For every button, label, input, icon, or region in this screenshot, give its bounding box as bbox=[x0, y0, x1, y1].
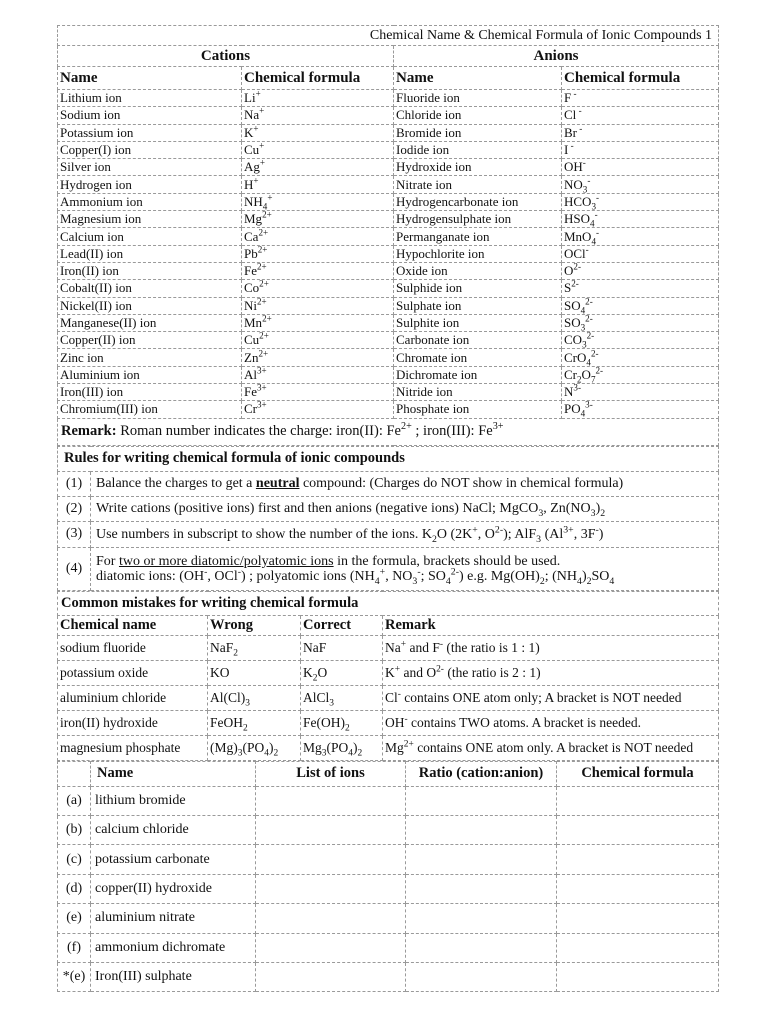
ion-table bbox=[57, 25, 719, 446]
mistake-correct: NaF bbox=[301, 635, 383, 660]
cation-name: Iron(II) ion bbox=[58, 262, 242, 279]
cation-formula: $Cr^{3+}$ bbox=[242, 401, 394, 418]
formula-answer-cell[interactable] bbox=[557, 845, 719, 874]
exercise-header-num bbox=[58, 761, 91, 786]
cation-name: Manganese(II) ion bbox=[58, 314, 242, 331]
anion-name: Hypochlorite ion bbox=[394, 245, 562, 262]
cation-formula-header: Chemical formula bbox=[242, 67, 394, 90]
anion-name: Sulphide ion bbox=[394, 280, 562, 297]
mistake-row bbox=[58, 660, 719, 685]
exercise-name: lithium bromide bbox=[91, 786, 256, 815]
ion-row bbox=[58, 366, 719, 383]
exercise-number: (b) bbox=[58, 816, 91, 845]
rule-number: (1) bbox=[58, 471, 91, 496]
cation-formula: $NH_4^+$ bbox=[242, 193, 394, 210]
ratio-answer-cell[interactable] bbox=[406, 816, 557, 845]
exercise-row bbox=[58, 845, 719, 874]
mistake-name: iron(II) hydroxide bbox=[58, 710, 208, 735]
cations-header: Cations bbox=[58, 46, 394, 67]
anion-formula: CrO$_4^{2-}$ bbox=[562, 349, 719, 366]
ions-answer-cell[interactable] bbox=[256, 962, 406, 991]
mistake-wrong: FeOH$_2$ bbox=[208, 710, 301, 735]
rule-row bbox=[58, 496, 719, 521]
cation-formula: Na+ bbox=[242, 107, 394, 124]
mistake-remark: Cl- contains ONE atom only; A bracket is NOT needed bbox=[383, 685, 719, 710]
exercise-header-formula: Chemical formula bbox=[557, 761, 719, 786]
exercise-number: (f) bbox=[58, 933, 91, 962]
cation-name: Hydrogen ion bbox=[58, 176, 242, 193]
anion-formula: Cl - bbox=[562, 107, 719, 124]
cation-formula: $Zn^{2+}$ bbox=[242, 349, 394, 366]
anion-name: Fluoride ion bbox=[394, 90, 562, 107]
exercise-name: calcium chloride bbox=[91, 816, 256, 845]
rules-table bbox=[57, 446, 719, 591]
anion-formula: $O^{2-}$ bbox=[562, 262, 719, 279]
anion-name: Nitride ion bbox=[394, 384, 562, 401]
mistake-name: potassium oxide bbox=[58, 660, 208, 685]
mistake-name: sodium fluoride bbox=[58, 635, 208, 660]
ion-rows bbox=[58, 90, 719, 419]
ion-row bbox=[58, 349, 719, 366]
cation-formula: $Ca^{2+}$ bbox=[242, 228, 394, 245]
ratio-answer-cell[interactable] bbox=[406, 786, 557, 815]
cation-formula: Li+ bbox=[242, 90, 394, 107]
exercise-name: Iron(III) sulphate bbox=[91, 962, 256, 991]
exercise-rows bbox=[58, 786, 719, 992]
mistakes-header-name: Chemical name bbox=[58, 615, 208, 635]
ratio-answer-cell[interactable] bbox=[406, 874, 557, 903]
cation-formula: $Fe^{3+}$ bbox=[242, 384, 394, 401]
ion-row bbox=[58, 280, 719, 297]
exercise-number: *(e) bbox=[58, 962, 91, 991]
anion-formula: $PO_4^{3-}$ bbox=[562, 401, 719, 418]
formula-answer-cell[interactable] bbox=[557, 816, 719, 845]
mistake-correct: $Fe(OH)_2$ bbox=[301, 710, 383, 735]
exercise-name: potassium carbonate bbox=[91, 845, 256, 874]
cation-name: Ammonium ion bbox=[58, 193, 242, 210]
cation-name: Calcium ion bbox=[58, 228, 242, 245]
exercise-number: (e) bbox=[58, 904, 91, 933]
exercise-row bbox=[58, 816, 719, 845]
page-title: Chemical Name & Chemical Formula of Ionic Compounds 1 bbox=[58, 26, 719, 46]
rule-text: Use numbers in subscript to show the number of the ions. $K_2O$ (2K+, $O^{2-}$); AlF$_3$ ($Al^{3+}$, 3F-) bbox=[91, 521, 719, 547]
ion-row bbox=[58, 262, 719, 279]
cation-name: Chromium(III) ion bbox=[58, 401, 242, 418]
anion-formula: $HSO_4^-$ bbox=[562, 211, 719, 228]
ratio-answer-cell[interactable] bbox=[406, 904, 557, 933]
cation-formula: $Ni^{2+}$ bbox=[242, 297, 394, 314]
exercise-header-name: Name bbox=[91, 761, 256, 786]
cation-formula: H+ bbox=[242, 176, 394, 193]
formula-answer-cell[interactable] bbox=[557, 933, 719, 962]
mistake-row bbox=[58, 710, 719, 735]
cation-name: Lead(II) ion bbox=[58, 245, 242, 262]
cation-name: Sodium ion bbox=[58, 107, 242, 124]
mistake-wrong: $(Mg)_3(PO_4)_2$ bbox=[208, 735, 301, 760]
exercise-number: (c) bbox=[58, 845, 91, 874]
ions-answer-cell[interactable] bbox=[256, 816, 406, 845]
ion-row bbox=[58, 401, 719, 418]
mistake-row bbox=[58, 635, 719, 660]
anion-name: Sulphate ion bbox=[394, 297, 562, 314]
mistake-wrong: KO bbox=[208, 660, 301, 685]
mistake-row bbox=[58, 735, 719, 760]
exercise-name: ammonium dichromate bbox=[91, 933, 256, 962]
exercise-row bbox=[58, 874, 719, 903]
anion-formula-header: Chemical formula bbox=[562, 67, 719, 90]
ion-row bbox=[58, 193, 719, 210]
anion-name: Phosphate ion bbox=[394, 401, 562, 418]
exercise-row bbox=[58, 904, 719, 933]
mistake-remark: Na+ and F- (the ratio is 1 : 1) bbox=[383, 635, 719, 660]
anion-formula: $SO_4^{2-}$ bbox=[562, 297, 719, 314]
anion-name: Dichromate ion bbox=[394, 366, 562, 383]
cation-name: Lithium ion bbox=[58, 90, 242, 107]
mistake-name: aluminium chloride bbox=[58, 685, 208, 710]
exercise-number: (a) bbox=[58, 786, 91, 815]
formula-answer-cell[interactable] bbox=[557, 962, 719, 991]
anion-name-header: Name bbox=[394, 67, 562, 90]
cation-formula: $Al^{3+}$ bbox=[242, 366, 394, 383]
exercise-name: copper(II) hydroxide bbox=[91, 874, 256, 903]
mistakes-header-correct: Correct bbox=[301, 615, 383, 635]
ions-answer-cell[interactable] bbox=[256, 845, 406, 874]
formula-answer-cell[interactable] bbox=[557, 904, 719, 933]
ion-row bbox=[58, 141, 719, 158]
exercise-header-ratio: Ratio (cation:anion) bbox=[406, 761, 557, 786]
ion-row bbox=[58, 297, 719, 314]
anion-formula: $S^{2-}$ bbox=[562, 280, 719, 297]
anion-name: Carbonate ion bbox=[394, 332, 562, 349]
cation-name-header: Name bbox=[58, 67, 242, 90]
cation-name: Iron(III) ion bbox=[58, 384, 242, 401]
anion-name: Hydrogensulphate ion bbox=[394, 211, 562, 228]
ion-row bbox=[58, 384, 719, 401]
mistake-rows bbox=[58, 635, 719, 760]
mistake-correct: AlCl$_3$ bbox=[301, 685, 383, 710]
cation-name: Cobalt(II) ion bbox=[58, 280, 242, 297]
rule-number: (2) bbox=[58, 496, 91, 521]
mistake-row bbox=[58, 685, 719, 710]
anion-name: Permanganate ion bbox=[394, 228, 562, 245]
rule-row bbox=[58, 471, 719, 496]
ion-row bbox=[58, 107, 719, 124]
mistakes-title: Common mistakes for writing chemical formula bbox=[58, 591, 719, 615]
mistakes-header-wrong: Wrong bbox=[208, 615, 301, 635]
cation-name: Copper(I) ion bbox=[58, 141, 242, 158]
ratio-answer-cell[interactable] bbox=[406, 962, 557, 991]
anion-formula: I - bbox=[562, 141, 719, 158]
anions-header: Anions bbox=[394, 46, 719, 67]
ion-row bbox=[58, 124, 719, 141]
ions-answer-cell[interactable] bbox=[256, 933, 406, 962]
ion-row bbox=[58, 314, 719, 331]
ratio-answer-cell[interactable] bbox=[406, 933, 557, 962]
rule-number: (4) bbox=[58, 547, 91, 590]
ratio-answer-cell[interactable] bbox=[406, 845, 557, 874]
cation-name: Silver ion bbox=[58, 159, 242, 176]
rule-row bbox=[58, 547, 719, 590]
exercise-name: aluminium nitrate bbox=[91, 904, 256, 933]
mistakes-header-remark: Remark bbox=[383, 615, 719, 635]
anion-formula: OCl- bbox=[562, 245, 719, 262]
exercise-table bbox=[57, 761, 719, 993]
anion-name: Hydrogencarbonate ion bbox=[394, 193, 562, 210]
anion-name: Hydroxide ion bbox=[394, 159, 562, 176]
cation-formula: Cu+ bbox=[242, 141, 394, 158]
mistakes-table bbox=[57, 591, 719, 761]
rules-title: Rules for writing chemical formula of ionic compounds bbox=[58, 446, 719, 471]
rule-text: Balance the charges to get a neutral compound: (Charges do NOT show in chemical formula) bbox=[91, 471, 719, 496]
ion-row bbox=[58, 332, 719, 349]
cation-formula: $Mn^{2+}$ bbox=[242, 314, 394, 331]
cation-formula: $Pb^{2+}$ bbox=[242, 245, 394, 262]
ion-row bbox=[58, 228, 719, 245]
anion-name: Chromate ion bbox=[394, 349, 562, 366]
mistake-correct: $K_2O$ bbox=[301, 660, 383, 685]
cation-name: Nickel(II) ion bbox=[58, 297, 242, 314]
anion-formula: $SO_3^{2-}$ bbox=[562, 314, 719, 331]
ions-answer-cell[interactable] bbox=[256, 874, 406, 903]
cation-name: Magnesium ion bbox=[58, 211, 242, 228]
anion-formula: MnO$_4$- bbox=[562, 228, 719, 245]
anion-formula: $N^{3-}$ bbox=[562, 384, 719, 401]
cation-formula: $Mg^{2+}$ bbox=[242, 211, 394, 228]
anion-name: Nitrate ion bbox=[394, 176, 562, 193]
anion-formula: F - bbox=[562, 90, 719, 107]
cation-formula: Ag+ bbox=[242, 159, 394, 176]
ion-row bbox=[58, 90, 719, 107]
rule-number: (3) bbox=[58, 521, 91, 547]
exercise-row bbox=[58, 962, 719, 991]
cation-name: Potassium ion bbox=[58, 124, 242, 141]
ions-answer-cell[interactable] bbox=[256, 904, 406, 933]
anion-name: Chloride ion bbox=[394, 107, 562, 124]
rule-row bbox=[58, 521, 719, 547]
cation-formula: $Fe^{2+}$ bbox=[242, 262, 394, 279]
cation-formula: K+ bbox=[242, 124, 394, 141]
ion-row bbox=[58, 176, 719, 193]
anion-formula: OH- bbox=[562, 159, 719, 176]
cation-formula: $Cu^{2+}$ bbox=[242, 332, 394, 349]
anion-name: Sulphite ion bbox=[394, 314, 562, 331]
rule-text: Write cations (positive ions) first and then anions (negative ions) NaCl; MgCO$_3$, $Zn(NO_3)_2$ bbox=[91, 496, 719, 521]
mistake-remark: OH- contains TWO atoms. A bracket is needed. bbox=[383, 710, 719, 735]
mistake-remark: K+ and $O^{2-}$ (the ratio is 2 : 1) bbox=[383, 660, 719, 685]
ions-answer-cell[interactable] bbox=[256, 786, 406, 815]
ion-row bbox=[58, 211, 719, 228]
cation-name: Zinc ion bbox=[58, 349, 242, 366]
exercise-row bbox=[58, 933, 719, 962]
mistake-remark: $Mg^{2+}$ contains ONE atom only. A bracket is NOT needed bbox=[383, 735, 719, 760]
ion-row bbox=[58, 159, 719, 176]
anion-formula: $Cr_2O_7^{2-}$ bbox=[562, 366, 719, 383]
exercise-row bbox=[58, 786, 719, 815]
exercise-header-ions: List of ions bbox=[256, 761, 406, 786]
mistake-wrong: NaF$_2$ bbox=[208, 635, 301, 660]
anion-name: Oxide ion bbox=[394, 262, 562, 279]
anion-formula: $HCO_3^-$ bbox=[562, 193, 719, 210]
anion-name: Iodide ion bbox=[394, 141, 562, 158]
anion-name: Bromide ion bbox=[394, 124, 562, 141]
anion-formula: $CO_3^{2-}$ bbox=[562, 332, 719, 349]
mistake-correct: $Mg_3(PO_4)_2$ bbox=[301, 735, 383, 760]
anion-formula: Br - bbox=[562, 124, 719, 141]
charge-remark: Remark: Roman number indicates the charge: iron(II): $Fe^{2+}$ ; iron(III): $Fe^{3+}$ bbox=[58, 418, 719, 445]
rule-text: For two or more diatomic/polyatomic ions in the formula, brackets should be used. diatomic ions: (OH-, OCl-) ; polyatomic ions ($NH_4^+$, $NO_3^-$; $SO_4^{2-}$) e.g. $Mg(OH)_2$; $(NH_4)_2SO_4$ bbox=[91, 547, 719, 590]
mistake-name: magnesium phosphate bbox=[58, 735, 208, 760]
exercise-number: (d) bbox=[58, 874, 91, 903]
cation-name: Copper(II) ion bbox=[58, 332, 242, 349]
anion-formula: $NO_3^-$ bbox=[562, 176, 719, 193]
worksheet bbox=[57, 25, 718, 989]
mistake-wrong: $Al(Cl)_3$ bbox=[208, 685, 301, 710]
formula-answer-cell[interactable] bbox=[557, 786, 719, 815]
formula-answer-cell[interactable] bbox=[557, 874, 719, 903]
ion-row bbox=[58, 245, 719, 262]
cation-formula: $Co^{2+}$ bbox=[242, 280, 394, 297]
rule-rows bbox=[58, 471, 719, 590]
cation-name: Aluminium ion bbox=[58, 366, 242, 383]
